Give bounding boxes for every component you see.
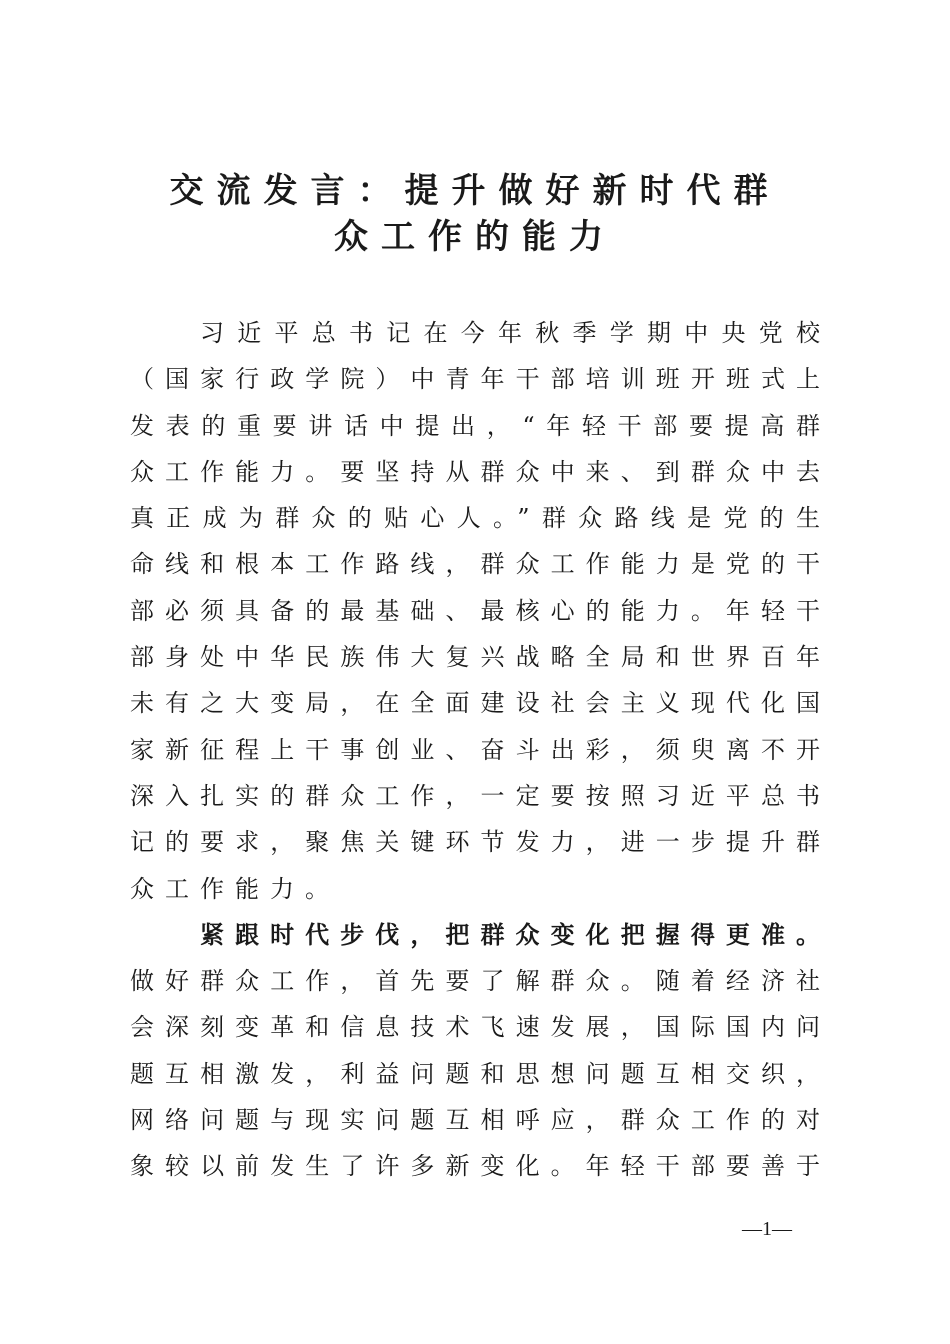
page-number: —1— (742, 1218, 792, 1240)
paragraph-line: 真正成为群众的贴心人。”群众路线是党的生 (130, 504, 820, 533)
paragraph-2 (130, 912, 820, 1190)
document-body (130, 310, 820, 1190)
paragraph-line: 深入扎实的群众工作，一定要按照习近平总书 (130, 781, 820, 810)
paragraph-line: 部身处中华民族伟大复兴战略全局和世界百年 (130, 643, 820, 672)
paragraph-line: 命线和根本工作路线，群众工作能力是党的干 (130, 550, 820, 579)
paragraph-line: 象较以前发生了许多新变化。年轻干部要善于 (130, 1152, 820, 1181)
title-line-2: 众工作的能力 (334, 217, 616, 257)
paragraph-line: 发表的重要讲话中提出，“年轻干部要提高群 (130, 411, 820, 440)
paragraph-line: 会深刻变革和信息技术飞速发展，国际国内问 (130, 1013, 820, 1042)
paragraph-line: 未有之大变局，在全面建设社会主义现代化国 (130, 689, 820, 718)
paragraph-1 (130, 310, 820, 912)
paragraph-line: 记的要求，聚焦关键环节发力，进一步提升群 (130, 828, 820, 857)
paragraph-line: 网络问题与现实问题互相呼应，群众工作的对 (130, 1106, 820, 1135)
paragraph-line: 题互相激发，利益问题和思想问题互相交织， (130, 1059, 820, 1088)
paragraph-line: 家新征程上干事创业、奋斗出彩，须臾离不开 (130, 735, 820, 764)
paragraph-line: 众工作能力。 (130, 874, 340, 903)
paragraph-line: （国家行政学院）中青年干部培训班开班式上 (130, 365, 820, 394)
paragraph-line: 做好群众工作，首先要了解群众。随着经济社 (130, 967, 820, 996)
paragraph-line: 部必须具备的最基础、最核心的能力。年轻干 (130, 596, 820, 625)
paragraph-heading: 紧跟时代步伐，把群众变化把握得更准。 (200, 920, 820, 949)
paragraph-line: 众工作能力。要坚持从群众中来、到群众中去 (130, 457, 820, 486)
document-title (130, 168, 820, 260)
paragraph-line: 习近平总书记在今年秋季学期中央党校 (200, 319, 820, 347)
title-line-1: 交流发言：提升做好新时代群 (169, 171, 781, 211)
